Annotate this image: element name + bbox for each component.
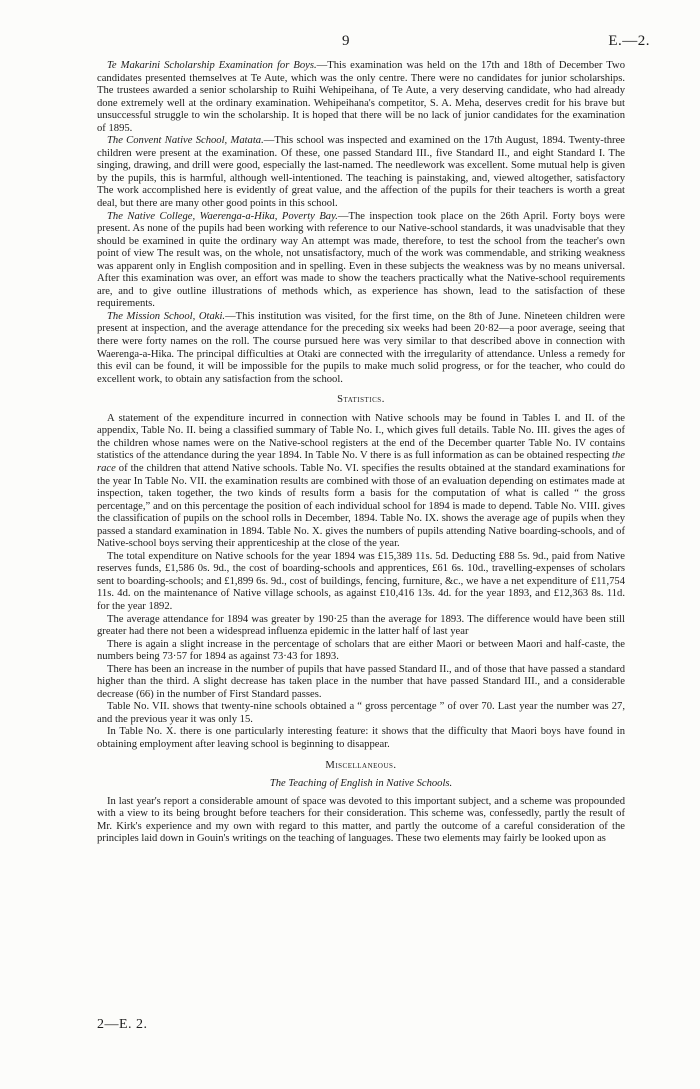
paragraph-title: The Native College, Waerenga-a-Hika, Poverty Bay. (107, 210, 338, 222)
paragraph-text: of the children that attend Native schools. Table No. VI. specifies the results obtained at the standard examinations for the year In Table No. VII. the examination results are combined with those of an evaluation depending on estimates made at inspection, taken together, the two kinds of results form a basis for the computation of what is called “ the gross percentage,” and on this percentage the position of each individual school for 1894 is made to depend. Table No. VIII. gives the classification of pupils on the school rolls in December, 1894. Table No. IX. shows the average age of pupils when they passed a standard examination in 1894. Table No. X. gives the numbers of pupils attending Native boarding-schools, and of Native-school boys serving their apprenticeship at the close of the year. (97, 462, 625, 550)
paragraph-teaching-english: In last year's report a considerable amount of space was devoted to this important subject, and a scheme was propounded with a view to its being brought before teachers for their consideration. This scheme was, confessedly, partly the result of Mr. Kirk's experience and my own with regard to this matter, and partly the outcome of a careful consideration of the principles laid down in Gouin's writings on the teaching of languages. These two elements may fairly be looked upon as (97, 795, 625, 845)
emphasis-text: the race (97, 450, 625, 474)
paragraph-mission-school (97, 311, 625, 386)
paragraph-native-college (97, 211, 625, 311)
paragraph-maori-percentage: There is again a slight increase in the percentage of scholars that are either Maori or between Maori and half-caste, the numbers being 73·57 for 1894 as against 73·43 for 1893. (97, 638, 625, 663)
paragraph-expenditure: The total expenditure on Native schools for the year 1894 was £15,389 11s. 5d. Deducting £88 5s. 9d., paid from Native reserves funds, £1,586 0s. 9d., the cost of boarding-schools and apprentices, £61 6s. 10d., travelling-expenses of scholars sent to boarding-schools; and £1,899 6s. 9d., cost of buildings, fencing, furniture, &c., we have a net expenditure of £11,754 11s. 4d. on the maintenance of Native village schools, as against £10,416 13s. 4d. for the year 1893, and £12,363 8s. 11d. for the year 1892. (97, 550, 625, 612)
paragraph-gross-percentage: Table No. VII. shows that twenty-nine schools obtained a “ gross percentage ” of over 70. Last year the number was 27, and the previous year it was only 15. (97, 701, 625, 725)
paragraph-te-makarini (97, 60, 625, 135)
paragraph-text: A statement of the expenditure incurred in connection with Native schools may be found in Tables I. and II. of the appendix, Table No. II. being a classified summary of Table No. I., which gives full details. Table No. III. gives the ages of the children whose names were on the Native-school registers at the end of the December quarter Table No. IV contains statistics of the attendance during the year 1894. In Table No. V there is as full information as can be obtained respecting (97, 412, 625, 462)
paragraph-title: The Convent Native School, Matata. (107, 135, 264, 147)
paragraph-title: Te Makarini Scholarship Examination for Boys. (107, 60, 317, 71)
series-reference: E.—2. (608, 33, 650, 49)
paragraph-text: —This institution was visited, for the first time, on the 8th of June. Nineteen children were present at inspection, and the average attendance for the preceding six weeks had been 20·82—a poor average, seeing that there were forty names on the roll. The course pursued here was very similar to that described above in connection with Waerenga-a-Hika. The principal difficulties at Otaki are connected with the irregularity of attendance. Unless a remedy for this evil can be found, it will be impossible for the pupils to make much solid progress, or for the teacher, who could do excellent work, to obtain any satisfaction from the school. (97, 310, 625, 385)
page-footer-signature: 2—E. 2. (97, 1017, 148, 1032)
section-heading-miscellaneous: Miscellaneous. (325, 759, 397, 771)
page-header (0, 33, 700, 53)
section-heading-statistics: Statistics. (337, 394, 385, 406)
report-body (97, 60, 625, 846)
subsection-heading-teaching-english: The Teaching of English in Native Schools. (269, 778, 453, 790)
paragraph-text: —This school was inspected and examined on the 17th August, 1894. Twenty-three children were present at the examination. Of these, one passed Standard III., five Standard II., and eight Standard I. The singing, drawing, and drill were good, especially the last-named. The needlework was excellent. Some mutual help is given by the pupils, this is harmful, although well-intentioned. The teaching is painstaking, and, viewed altogether, satisfactory The work accomplished here is evidently of great value, and the affection of the pupils for their teachers is worth a great deal, but there are many other good points in this school. (97, 135, 625, 210)
paragraph-statistics-tables (97, 413, 625, 551)
paragraph-standard-passes: There has been an increase in the number of pupils that have passed Standard II., and of those that have passed a standard higher than the third. A slight decrease has taken place in the number that have passed Standard III., and a considerable decrease (66) in the number of First Standard passes. (97, 663, 625, 700)
paragraph-title: The Mission School, Otaki. (107, 310, 226, 322)
paragraph-employment: In Table No. X. there is one particularly interesting feature: it shows that the difficulty that Maori boys have found in obtaining employment after leaving school is beginning to disappear. (97, 726, 625, 750)
paragraph-text: —This examination was held on the 17th and 18th of December Two candidates presented themselves at Te Aute, which was the only centre. There were no candidates for junior scholarships. The trustees awarded a senior scholarship to Ruihi Wehipeihana, of Te Aute, a very deserving candidate, who had already done extremely well at the ordinary examination. Wehipeihana's competitor, S. A. Meha, deserves credit for his brave but unsuccessful struggle to win the scholarship. It is hoped that there will be no lack of junior candidates for the examination of 1895. (97, 60, 625, 134)
paragraph-attendance: The average attendance for 1894 was greater by 190·25 than the average for 1893. The difference would have been still greater had there not been a widespread influenza epidemic in the latter half of last year (97, 613, 625, 638)
paragraph-convent-school (97, 135, 625, 210)
paragraph-text: —The inspection took place on the 26th April. Forty boys were present. As none of the pupils had been working with reference to our Native-school standards, it was unadvisable that they should be examined in quite the ordinary way An attempt was made, therefore, to test the school from the teacher's own point of view The result was, on the whole, not unsatisfactory, much of the work was commendable, and striking weakness was apparent only in English composition and in spelling. Even in these subjects the weakness was by no means universal. After this examination was over, an effort was made to show the teachers practically what the Native-school requirements are, and to give outline illustrations of methods which, as experience has shown, lead to the satisfaction of these requirements. (97, 210, 625, 310)
page-number: 9 (342, 33, 350, 49)
